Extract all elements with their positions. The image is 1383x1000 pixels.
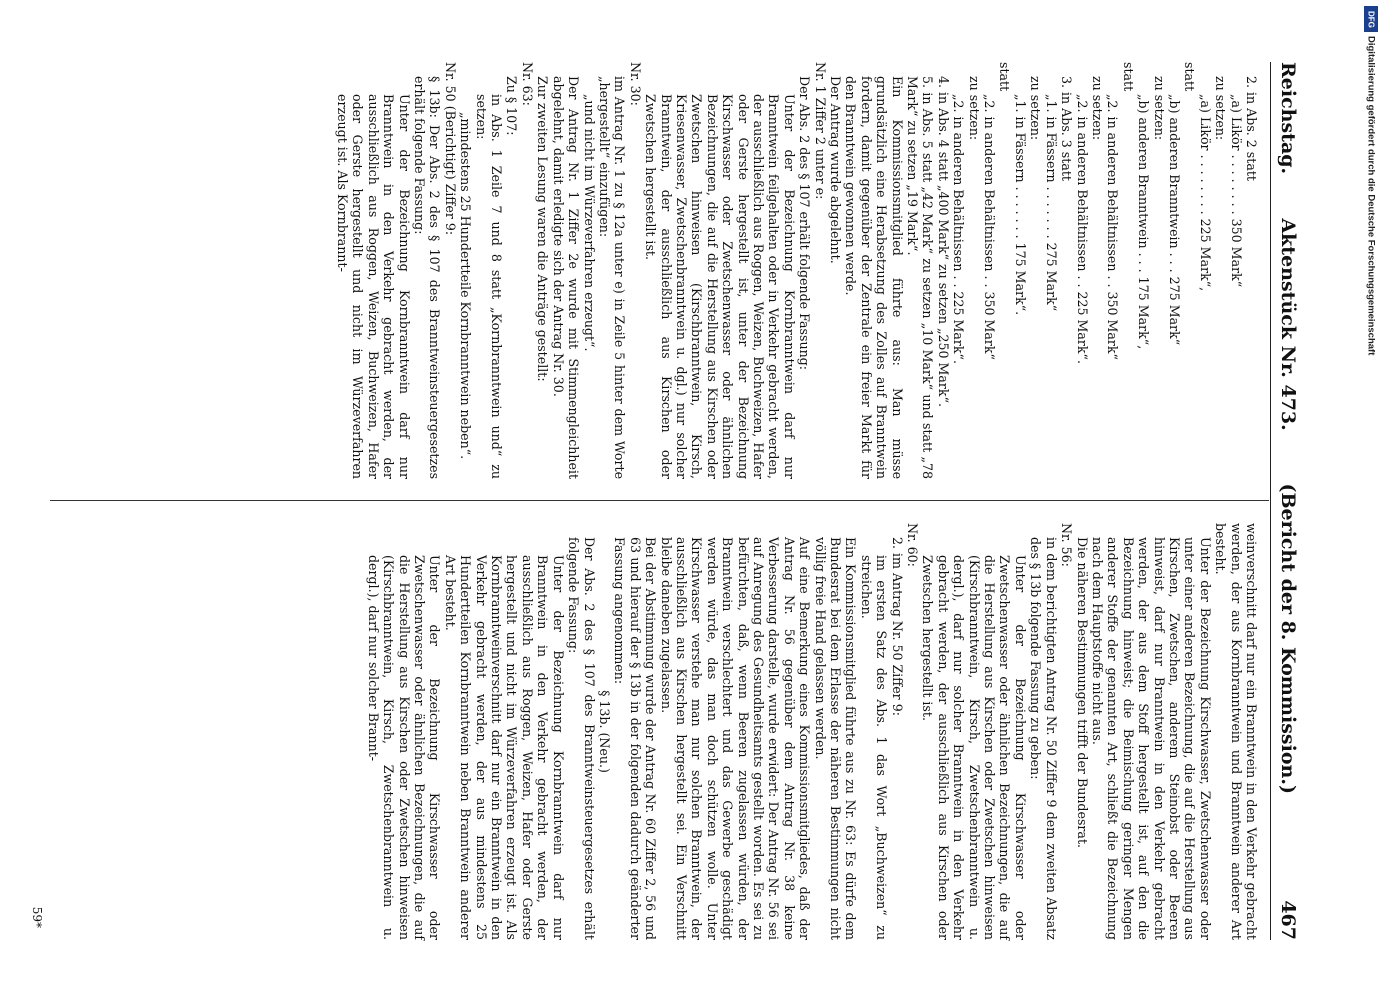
header-right	[1277, 483, 1299, 940]
paragraph: Ein Kommissionsmitglied führte aus zu Nr. 63: Es dürfe dem Bundesrat bei dem Erlasse der näheren Bestimmungen nicht völlig freie Hand gelassen werden.	[812, 536, 859, 940]
paragraph: zu setzen:	[1089, 76, 1105, 141]
paragraph: in Abs. 1 Zeile 7 und 8 statt „Kornbranntwein und“ zu setzen:	[473, 94, 505, 480]
paragraph: „2. in anderen Behältnissen . . 225 Mark“.	[1074, 94, 1090, 365]
paragraph: „2. in anderen Behältnissen . . 225 Mark“.	[951, 94, 967, 365]
paragraph: § 13b: Der Abs. 2 des § 107 des Branntweinsteuergesetzes erhält folgende Fassung:	[412, 76, 443, 480]
text-columns	[60, 62, 1259, 940]
digitization-credit	[1363, 6, 1379, 991]
paragraph: „1. in Fässern . . . . . . . 275 Mark“	[1043, 94, 1059, 312]
paragraph: Zu § 107:	[504, 76, 520, 136]
paragraph: Ein Kommissionsmitglied führte aus: Man müsse grundsätzlich eine Herabsetzung des Zolles auf Branntwein fordern, damit gegenüber der Zentrale ein freier Markt für den Branntwein gewonnen werde.	[843, 76, 905, 480]
header-reichstag: Reichstag.	[1277, 62, 1299, 175]
paragraph: im ersten Satz des Abs. 1 das Wort „Buchweizen“ zu streichen.	[858, 554, 890, 940]
paragraph: im Antrag Nr. 1 zu § 12a unter e) in Zeile 5 hinter dem Worte „hergestellt“ einzufügen:	[596, 76, 628, 480]
paragraph: Nr. 60:	[905, 522, 921, 567]
paragraph: 2. in Abs. 2 statt	[1244, 76, 1259, 181]
paragraph: Nr. 1 Ziffer 2 unter e:	[812, 62, 828, 200]
paragraph: Der Antrag Nr. 1 Ziffer 2e wurde mit Stimmengleichheit abgelehnt, damit erledigte sich der Antrag Nr. 30.	[550, 76, 582, 480]
paragraph: § 13b. (Neu.)	[596, 690, 612, 773]
paragraph: Unter der Bezeichnung Kornbranntwein darf nur Branntwein in den Verkehr gebracht werden, der ausschließlich aus Roggen, Weizen, Buchweizen, Hafer oder Gerste hergestellt und nicht im Würzeverfahren erzeugt ist. Als Kornbrannt-	[335, 94, 412, 480]
paragraph: statt	[1120, 62, 1136, 92]
paragraph: Die näheren Bestimmungen trifft der Bundesrat.	[1074, 536, 1090, 849]
credit-text: Digitalisierung gefördert durch die Deutsche Forschungsgemeinschaft	[1365, 36, 1377, 356]
paragraph: Der Abs. 2 des § 107 erhält folgende Fassung:	[797, 76, 813, 370]
paragraph: Unter der Bezeichnung Kirschwasser oder Zwetschenwasser oder ähnlichen Bezeichnungen, die auf die Herstellung aus Kirschen oder Zwetschen hinweisen (Kirschbranntwein, Kirsch, Zwetschenbranntwein u. dergl.), darf nur solcher Brannt-	[365, 554, 443, 940]
right-column	[60, 523, 1259, 940]
paragraph: zu setzen:	[1151, 76, 1167, 141]
paragraph: zu setzen:	[966, 76, 982, 141]
paragraph: „2. in anderen Behältnissen . . 350 Mark“	[982, 94, 998, 360]
paragraph: weinverschnitt darf nur ein Branntwein in den Verkehr gebracht werden, der aus Kornbranntwein und Branntwein anderer Art besteht.	[1213, 522, 1259, 940]
paragraph: 4. in Abs. 4 statt „400 Mark“ zu setzen „250 Mark“.	[935, 76, 951, 408]
paragraph: Bei der Abstimmung wurde der Antrag Nr. 60 Ziffer 2, 56 und 63 und hierauf der § 13b in der folgenden dadurch geänderter Fassung angenommen:	[612, 536, 659, 940]
paragraph: „a) Likör . . . . . . . . 350 Mark“	[1228, 94, 1244, 288]
header-bericht: (Bericht der 8. Kommission.)	[1277, 483, 1299, 794]
paragraph: „b) anderen Branntwein . . . 175 Mark“,	[1136, 94, 1152, 350]
paragraph: „a) Likör . . . . . . . . 225 Mark“,	[1197, 94, 1213, 292]
paragraph: „mindestens 25 Hundertteile Kornbranntwein neben“.	[458, 112, 474, 460]
paragraph: Der Antrag wurde abgelehnt.	[828, 76, 844, 264]
paragraph: Unter der Bezeichnung Kornbranntwein darf nur Branntwein in den Verkehr gebracht werden, der ausschließlich aus Roggen, Weizen, Hafer oder Gerste hergestellt und nicht im Würzeverfahren erzeugt ist. Als Kornbranntweinverschnitt darf nur ein Branntwein in den Verkehr gebracht werden, der aus mindestens 25 Hundertteilen Kornbranntwein neben Branntwein anderer Art besteht.	[442, 554, 566, 940]
paragraph: 3. in Abs. 3 statt	[1059, 76, 1075, 181]
paragraph: zu setzen:	[1028, 76, 1044, 141]
paragraph: „1. in Fässern . . . . . . . 175 Mark“.	[1012, 94, 1028, 316]
paragraph: „2. in anderen Behältnissen . . 350 Mark“	[1105, 94, 1121, 360]
paragraph: „und nicht im Würzeverfahren erzeugt“.	[581, 94, 597, 352]
paragraph: Nr. 30:	[627, 62, 643, 106]
paragraph: Auf eine Bemerkung eines Kommissionsmitgliedes, daß der Antrag Nr. 56 gegenüber dem Antrag Nr. 38 keine Verbesserung darstelle, wurde erwidert: Der Antrag Nr. 56 sei auf Anregung des Gesundheitsamts gestellt worden. Es sei zu befürchten, daß, wenn Beeren zugelassen würden, der Branntwein verschlechtert und das Gewerbe geschädigt werden würde, das man doch schützen wolle. Unter Kirschwasser verstehe man nur solchen Branntwein, der ausschließlich aus Kirschen hergestellt sei. Ein Verschnitt bleibe daneben zugelassen.	[658, 536, 813, 940]
paragraph: 2. im Antrag Nr. 50 Ziffer 9:	[889, 536, 905, 716]
paragraph: Unter der Bezeichnung Kirschwasser, Zwetschenwasser oder unter einer anderen Bezeichnung, die auf die Herstellung aus Kirschen, Zwetschen, anderem Steinobst oder Beeren hinweist, darf nur Branntwein in den Verkehr gebracht werden, der aus dem Stoff hergestellt ist, auf den die Bezeichnung hinweist; die Beimischung geringer Mengen anderer Stoffe der genannten Art, schließt die Bezeichnung nach dem Hauptstoffe nicht aus.	[1089, 536, 1213, 940]
page-header	[1270, 62, 1311, 940]
header-left	[1277, 62, 1299, 431]
paragraph: „b) anderen Branntwein . . . 275 Mark“	[1166, 94, 1182, 346]
paragraph: Unter der Bezeichnung Kirschwasser oder Zwetschenwasser oder ähnlichen Bezeichnungen, die auf die Herstellung aus Kirschen oder Zwetschen hinweisen (Kirschbranntwein, Kirsch, Zwetschenbranntwein u. dergl.), darf nur solcher Branntwein in den Verkehr gebracht werden, der ausschließlich aus Kirschen oder Zwetschen hergestellt ist.	[920, 554, 1028, 940]
paragraph: zu setzen:	[1213, 76, 1229, 141]
paragraph: Unter der Bezeichnung Kornbranntwein darf nur Branntwein feilgehalten oder in Verkehr gebracht werden, der ausschließlich aus Roggen, Weizen, Buchweizen, Hafer oder Gerste hergestellt ist, unter der Bezeichnung Kirschwasser oder Zwetschenwasser oder ähnlichen Bezeichnungen, die auf die Herstellung aus Kirschen oder Zwetschen hinweisen (Kirschbranntwein, Kirsch, Kriesenwasser, Zwetschenbranntwein u. dgl.) nur solcher Branntwein, der ausschließlich aus Kirschen oder Zwetschen hergestellt ist.	[643, 94, 797, 480]
paragraph: 5. in Abs. 5 statt „42 Mark“ zu setzen „10 Mark“ und statt „78 Mark“ zu setzen „19 Mark“.	[905, 76, 936, 480]
left-column	[60, 62, 1259, 479]
paragraph: statt	[1182, 62, 1198, 92]
paragraph: statt	[997, 62, 1013, 92]
paragraph: Nr. 56:	[1059, 522, 1075, 567]
paragraph: Nr. 63:	[519, 62, 535, 106]
paragraph: Nr. 50 (Berichtigt) Ziffer 9:	[442, 62, 458, 236]
paragraph: in dem berichtigten Antrag Nr. 50 Ziffer 9 dem zweiten Absatz des § 13b folgende Fassung zu geben:	[1028, 536, 1059, 940]
header-aktenstueck: Aktenstück Nr. 473.	[1277, 218, 1299, 431]
dfg-logo: DFG	[1364, 6, 1378, 32]
page-number: 467	[1277, 900, 1299, 940]
paragraph: Der Abs. 2 des § 107 des Branntweinsteuergesetzes erhält folgende Fassung:	[566, 536, 597, 940]
sheet-signature: 59*	[30, 906, 44, 928]
paragraph: Zur zweiten Lesung waren die Anträge gestellt:	[535, 76, 551, 382]
